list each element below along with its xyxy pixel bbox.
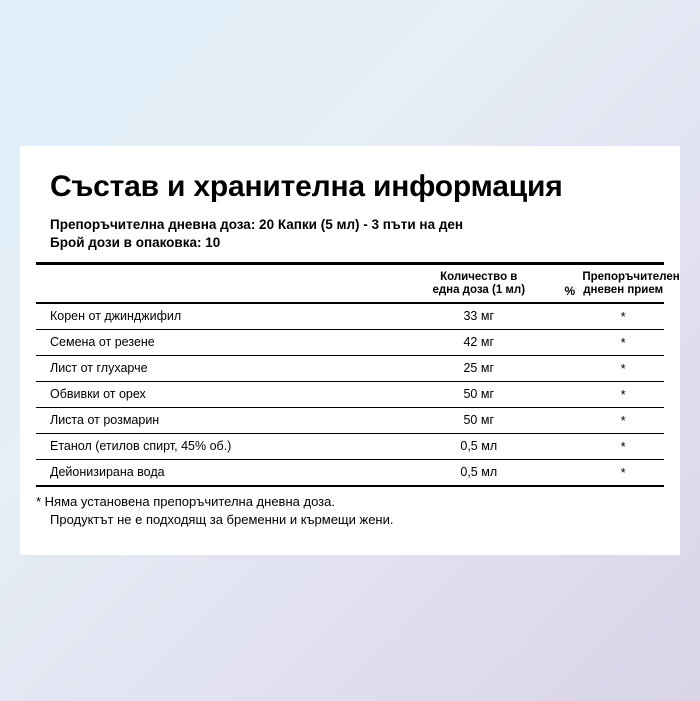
row-percent (557, 408, 582, 434)
row-ingredient: Лист от глухарче (36, 356, 400, 382)
row-recommended: * (582, 460, 664, 487)
row-amount: 50 мг (400, 382, 557, 408)
row-ingredient: Етанол (етилов спирт, 45% об.) (36, 434, 400, 460)
row-ingredient: Дейонизирана вода (36, 460, 400, 487)
daily-dose-line: Препоръчителна дневна доза: 20 Капки (5 мл) - 3 пъти на ден (50, 217, 464, 232)
row-percent (557, 382, 582, 408)
row-percent (557, 330, 582, 356)
row-amount: 50 мг (400, 408, 557, 434)
row-percent (557, 434, 582, 460)
footnote-warning: Продуктът не е подходящ за бременни и кърмещи жени. (50, 512, 394, 527)
supplement-facts-panel (20, 146, 680, 555)
row-amount: 0,5 мл (400, 434, 557, 460)
page-title: Състав и хранителна информация (50, 170, 563, 203)
header-recommended (582, 265, 680, 303)
row-percent (557, 356, 582, 382)
row-amount: 33 мг (400, 303, 557, 330)
doses-per-package-line: Брой дози в опаковка: 10 (50, 235, 221, 250)
row-recommended: * (582, 356, 664, 382)
row-recommended: * (582, 408, 664, 434)
header-percent: % (557, 265, 582, 303)
dose-info (50, 216, 664, 252)
table-header (36, 265, 680, 303)
table-row (36, 330, 664, 356)
header-ingredient (36, 265, 400, 303)
header-amount-line1: Количество в (440, 271, 518, 283)
header-amount-line2: една доза (1 мл) (432, 284, 526, 296)
table-header-row (36, 265, 664, 303)
table-row (36, 408, 664, 434)
row-amount: 0,5 мл (400, 460, 557, 487)
row-ingredient: Семена от резене (36, 330, 400, 356)
row-amount: 25 мг (400, 356, 557, 382)
header-amount (400, 265, 557, 303)
row-ingredient: Листа от розмарин (36, 408, 400, 434)
header-recommended-line1: Препоръчителен (582, 271, 680, 283)
row-recommended: * (582, 303, 664, 330)
table-body (36, 303, 664, 486)
table-row (36, 460, 664, 487)
table-row (36, 382, 664, 408)
table-row (36, 434, 664, 460)
nutrition-table (36, 265, 680, 487)
row-amount: 42 мг (400, 330, 557, 356)
footnote-no-rda: * Няма установена препоръчителна дневна доза. (36, 494, 335, 509)
row-ingredient: Обвивки от орех (36, 382, 400, 408)
table-row (36, 356, 664, 382)
table-row (36, 303, 664, 330)
row-percent (557, 303, 582, 330)
footnotes (36, 493, 664, 529)
row-recommended: * (582, 382, 664, 408)
row-recommended: * (582, 330, 664, 356)
header-recommended-line2: дневен прием (583, 284, 664, 296)
row-recommended: * (582, 434, 664, 460)
row-ingredient: Корен от джинджифил (36, 303, 400, 330)
row-percent (557, 460, 582, 487)
